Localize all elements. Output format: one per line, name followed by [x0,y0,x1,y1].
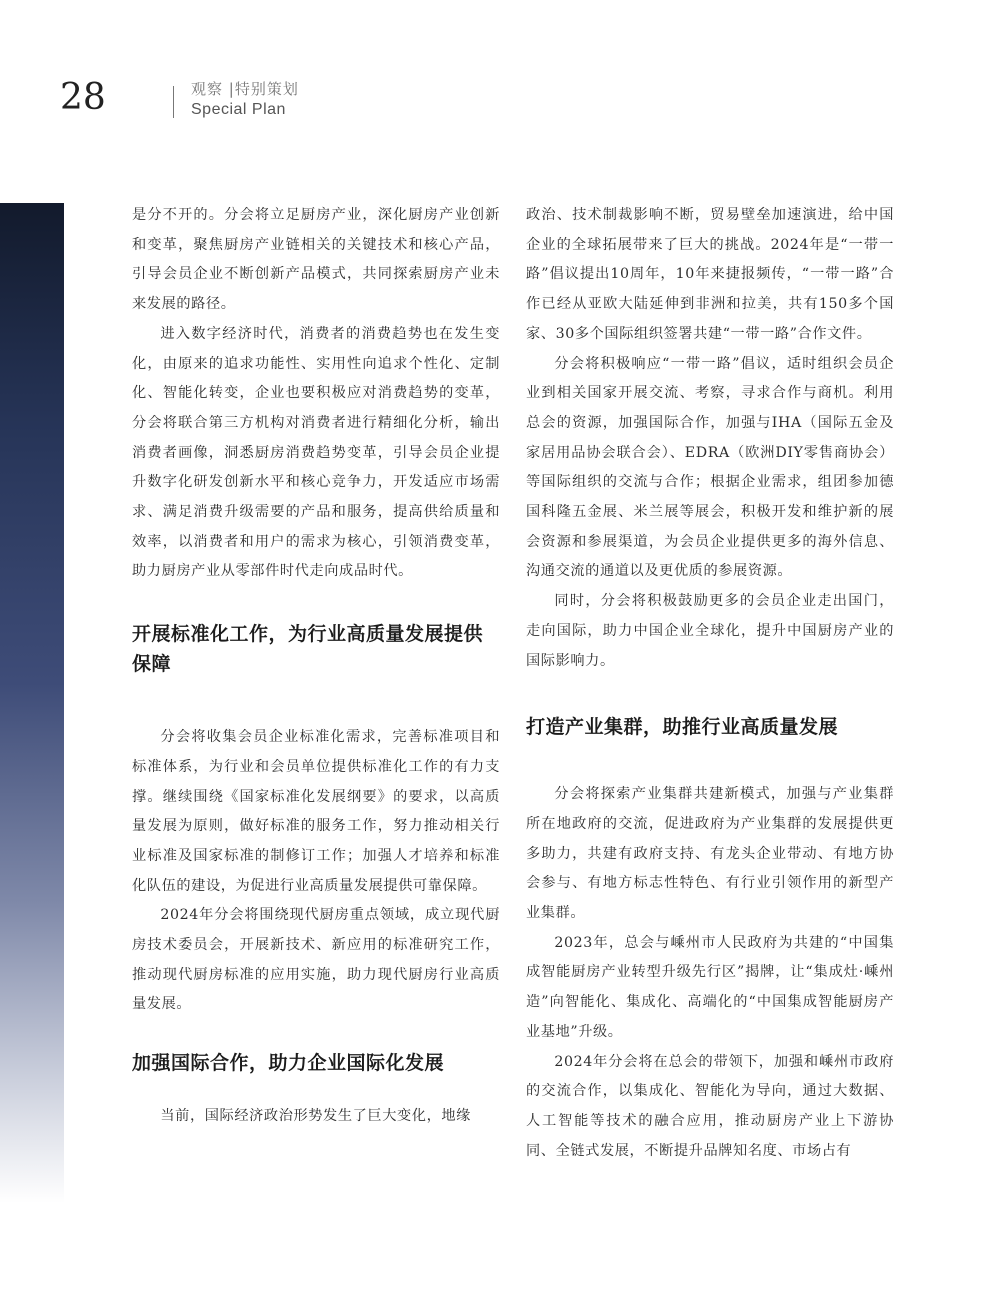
paragraph: 分会将收集会员企业标准化需求，完善标准项目和标准体系，为行业和会员单位提供标准化工作的有力支撑。继续围绕《国家标准化发展纲要》的要求，以高质量发展为原则，做好标准的服务工作，努力推动相关行业标准及国家标准的制修订工作；加强人才培养和标准化队伍的建设，为促进行业高质量发展提供可靠保障。 [132,729,500,894]
section-heading-international-cooperation: 加强国际合作，助力企业国际化发展 [132,1052,445,1075]
right-text-column [526,201,894,1166]
paragraph: 进入数字经济时代，消费者的消费趋势也在发生变化，由原来的追求功能性、实用性向追求个性化、定制化、智能化转变，企业也要积极应对消费趋势的变革，分会将联合第三方机构对消费者进行精细化分析，输出消费者画像，洞悉厨房消费趋势变革，引导会员企业提升数字化研发创新水平和核心竞争力，开发适应市场需求、满足消费升级需要的产品和服务，提高供给质量和效率，以消费者和用户的需求为核心，引领消费变革，助力厨房产业从零部件时代走向成品时代。 [132,325,500,580]
paragraph: 当前，国际经济政治形势发生了巨大变化，地缘 [160,1108,471,1125]
decorative-side-gradient-bar [0,203,64,1203]
left-text-column [132,201,500,1132]
section-heading-industrial-cluster: 打造产业集群，助推行业高质量发展 [526,716,839,739]
paragraph: 2024年分会将围绕现代厨房重点领域，成立现代厨房技术委员会，开展新技术、新应用的标准研究工作，推动现代厨房标准的应用实施，助力现代厨房行业高质量发展。 [132,907,500,1013]
paragraph: 分会将探索产业集群共建新模式，加强与产业集群所在地政府的交流，促进政府为产业集群的发展提供更多助力，共建有政府支持、有龙头企业带动、有地方协会参与、有地方标志性特色、有行业引领作用的新型产业集群。 [526,786,894,922]
section-title-cn: 观察 |特别策划 [191,80,299,98]
paragraph: 同时，分会将积极鼓励更多的会员企业走出国门，走向国际，助力中国企业全球化，提升中国厨房产业的国际影响力。 [526,593,894,669]
page-number: 28 [60,77,106,118]
paragraph: 分会将积极响应“一带一路”倡议，适时组织会员企业到相关国家开展交流、考察，寻求合作与商机。利用总会的资源，加强国际合作，加强与IHA（国际五金及家居用品协会联合会）、EDRA（欧洲DIY零售商协会）等国际组织的交流与合作；根据企业需求，组团参加德国科隆五金展、米兰展等展会，积极开发和维护新的展会资源和参展渠道，为会员企业提供更多的海外信息、沟通交流的通道以及更优质的参展资源。 [526,355,894,580]
paragraph: 2024年分会将在总会的带领下，加强和嵊州市政府的交流合作，以集成化、智能化为导向，通过大数据、人工智能等技术的融合应用，推动厨房产业上下游协同、全链式发展，不断提升品牌知名度、市场占有 [526,1053,894,1159]
header-divider [173,86,174,118]
paragraph: 是分不开的。分会将立足厨房产业，深化厨房产业创新和变革，聚焦厨房产业链相关的关键技术和核心产品，引导会员企业不断创新产品模式，共同探索厨房产业未来发展的路径。 [132,207,500,313]
paragraph: 2023年，总会与嵊州市人民政府为共建的“中国集成智能厨房产业转型升级先行区”揭牌，让“集成灶·嵊州造”向智能化、集成化、高端化的“中国集成智能厨房产业基地”升级。 [526,934,894,1040]
paragraph: 政治、技术制裁影响不断，贸易壁垒加速演进，给中国企业的全球拓展带来了巨大的挑战。2024年是“一带一路”倡议提出10周年，10年来捷报频传，“一带一路”合作已经从亚欧大陆延伸到非洲和拉美，共有150多个国家、30多个国际组织签署共建“一带一路”合作文件。 [526,207,894,342]
section-title-en: Special Plan [191,101,286,118]
section-heading-standardization: 开展标准化工作，为行业高质量发展提供保障 [132,623,484,676]
